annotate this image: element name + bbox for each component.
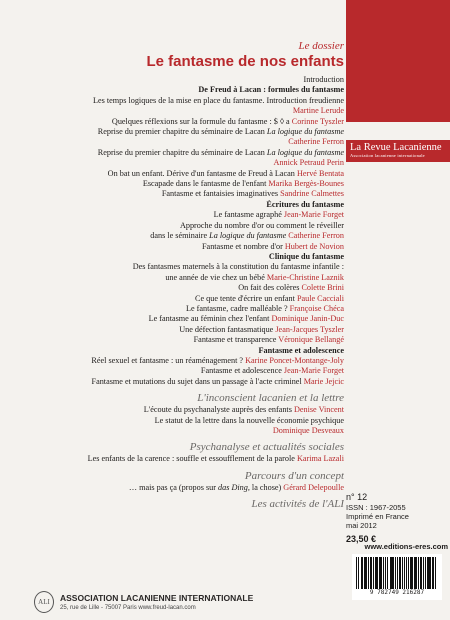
journal-subtitle: Association lacanienne internationale [350, 153, 425, 158]
toc-author: Marie Jejcic [303, 376, 344, 386]
toc-entry: Les temps logiques de la mise en place du fantasme. Introduction freudienne [92, 95, 344, 105]
section-title: Les activités de l'ALI [251, 498, 344, 511]
toc-author: Dominique Desveaux [272, 426, 344, 435]
section-title: Parcours d'un concept [244, 469, 344, 482]
barcode-icon [356, 557, 438, 589]
barcode-bar [379, 557, 382, 589]
barcode [352, 554, 442, 600]
toc-entry: Fantasme et adolescence Jean-Marie Forget [200, 366, 344, 376]
barcode-bar [414, 557, 416, 589]
publisher-website: www.editions-eres.com [364, 542, 448, 551]
toc-entry: Reprise du premier chapitre du séminaire de Lacan La logique du fantasme [97, 127, 344, 137]
red-accent-bar [346, 0, 450, 122]
toc-entry: Les enfants de la carence : souffle et essoufflement de la parole Karima Lazali [87, 454, 344, 464]
journal-band [346, 140, 450, 162]
section-title: L'inconscient lacanien et la lettre [197, 392, 344, 405]
toc-author: Catherine Ferron [288, 137, 344, 147]
toc-author: Karima Lazali [296, 454, 344, 464]
barcode-bar [368, 557, 369, 589]
toc-author: Jean-Marie Forget [283, 366, 344, 376]
barcode-bar [430, 557, 431, 589]
toc-author: Denise Vincent [293, 405, 344, 415]
toc-entry: Reprise du premier chapitre du séminaire de Lacan La logique du fantasme [97, 147, 344, 157]
barcode-bar [420, 557, 422, 589]
toc-author: Hervé Bentata [296, 168, 344, 178]
toc-author: Gérard Delepoulle [283, 482, 344, 492]
toc-author: Véronique Bellangé [278, 335, 344, 345]
barcode-bar [435, 557, 436, 589]
barcode-bar [362, 557, 363, 589]
issue-number: n° 12 [346, 492, 368, 502]
toc-author: Dominique Janin-Duc [271, 314, 344, 324]
toc-entry: Une défection fantasmatique Jean-Jacques Tyszler [179, 324, 344, 334]
toc-entry: dans le séminaire La logique du fantasme Catherine Ferron [150, 231, 344, 241]
barcode-bar [397, 557, 398, 589]
part-title: Écritures du fantasme [266, 199, 344, 209]
toc-author: Marie-Christine Laznik [266, 272, 344, 282]
barcode-bar [364, 557, 367, 589]
barcode-bar [402, 557, 403, 589]
toc-entry: Le fantasme, cadre malléable ? Françoise Chéca [186, 303, 344, 313]
toc-author: Françoise Chéca [289, 303, 344, 313]
toc-author: Annick Petraud Perin [273, 158, 344, 168]
toc-author: Sandrine Calmettes [280, 189, 344, 199]
issue-date: mai 2012 [346, 521, 377, 530]
barcode-bar [383, 557, 384, 589]
part-title: De Freud à Lacan : formules du fantasme [198, 85, 344, 95]
toc-author: Corinne Tyszler [291, 116, 344, 126]
barcode-bar [416, 557, 417, 589]
toc-entry: Quelques réflexions sur la formule du fantasme : $ ◊ a Corinne Tyszler [111, 116, 344, 126]
printed-in: Imprimé en France [346, 512, 409, 521]
toc-entry: On fait des colères Colette Brini [238, 283, 344, 293]
barcode-bar [376, 557, 378, 589]
toc-author: Martine Lerude [292, 106, 344, 116]
toc-author: Colette Brini [301, 283, 344, 293]
barcode-bar [399, 557, 401, 589]
barcode-digits: 9 782749 216287 [369, 589, 425, 596]
toc-entry: une année de vie chez un bébé Marie-Christine Laznik [165, 272, 344, 282]
toc-entry: Approche du nombre d'or ou comment le réveiller [179, 220, 344, 230]
barcode-bar [406, 557, 407, 589]
dossier-label: Le dossier [298, 40, 344, 52]
toc-author: Catherine Ferron [288, 231, 344, 241]
toc-author: Karine Poncet-Montange-Joly [245, 355, 344, 365]
toc-entry: Fantasme et nombre d'or Hubert de Novion [202, 241, 344, 251]
barcode-bar [432, 557, 434, 589]
price: 23,50 € [346, 534, 377, 544]
barcode-bar [358, 557, 360, 589]
toc-author: Marika Bergès-Bounes [268, 179, 344, 189]
barcode-bar [410, 557, 413, 589]
toc-author: Paule Cacciali [296, 293, 344, 303]
toc-entry: Le fantasme agraphé Jean-Marie Forget [213, 210, 344, 220]
barcode-bar [373, 557, 374, 589]
toc-entry: Des fantasmes maternels à la constitution du fantasme infantile : [132, 262, 344, 272]
toc-entry: Escapade dans le fantasme de l'enfant Marika Bergès-Bounes [142, 179, 344, 189]
issue-info [346, 492, 446, 544]
toc-entry: Ce que tente d'écrire un enfant Paule Cacciali [194, 293, 344, 303]
barcode-bar [404, 557, 406, 589]
toc-author: Hubert de Novion [284, 241, 344, 251]
toc-entry: L'écoute du psychanalyste auprès des enfants Denise Vincent [143, 405, 344, 415]
table-of-contents [8, 40, 344, 511]
barcode-bar [370, 557, 372, 589]
toc-author: Jean-Marie Forget [283, 210, 344, 220]
toc-entry: Fantasme et mutations du sujet dans un passage à l'acte criminel Marie Jejcic [91, 376, 344, 386]
barcode-bar [387, 557, 389, 589]
dossier-title: Le fantasme de nos enfants [146, 53, 344, 70]
barcode-bar [427, 557, 430, 589]
barcode-bar [391, 557, 394, 589]
toc-entry: Le fantasme au féminin chez l'enfant Dominique Janin-Duc [148, 314, 344, 324]
toc-author: Jean-Jacques Tyszler [275, 324, 344, 334]
toc-entry: On bat un enfant. Dérive d'un fantasme de Freud à Lacan Hervé Bentata [107, 168, 344, 178]
issn: ISSN : 1967-2055 [346, 503, 406, 512]
toc-entry: Fantasme et transparence Véronique Bellangé [193, 335, 344, 345]
toc-entry: … mais pas ça (propos sur das Ding, la chose) Gérard Delepoulle [128, 482, 344, 492]
toc-entry: Fantasme et fantaisies imaginatives Sandrine Calmettes [161, 189, 344, 199]
part-title: Fantasme et adolescence [258, 345, 344, 355]
toc-entry: Réel sexuel et fantasme : un réaménagement ? Karine Poncet-Montange-Joly [91, 355, 344, 365]
association-address: 25, rue de Lille - 75007 Paris www.freud-lacan.com [60, 605, 196, 611]
toc-intro: Introduction [303, 75, 344, 84]
part-title: Clinique du fantasme [268, 251, 344, 261]
association-name: ASSOCIATION LACANIENNE INTERNATIONALE [60, 593, 254, 603]
toc-entry: Le statut de la lettre dans la nouvelle économie psychique [154, 415, 344, 425]
section-title: Psychanalyse et actualités sociales [189, 441, 344, 454]
barcode-bar [425, 557, 426, 589]
association-logo-icon: ALI [34, 591, 54, 613]
journal-name: La Revue Lacanienne [350, 142, 442, 153]
